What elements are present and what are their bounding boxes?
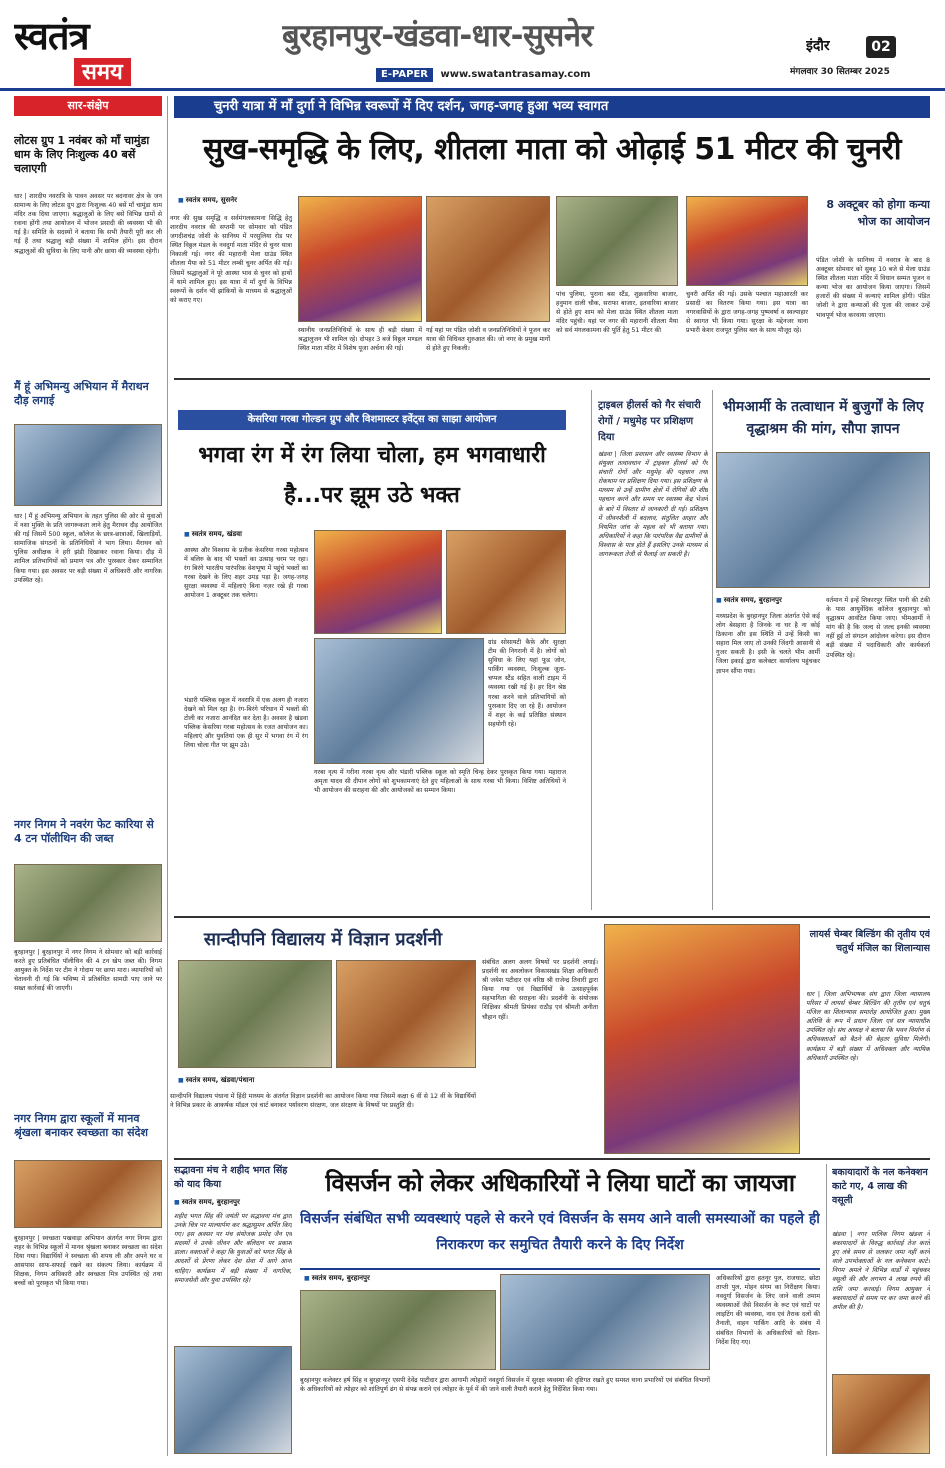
garba-headline: भगवा रंग में रंग लिया चोला, हम भगवाधारी है...पर झूम उठे भक्त [198, 443, 546, 508]
section-divider-3 [174, 1158, 930, 1160]
garba-body-1: आस्था और विश्वास के प्रतीक केसरिया गरबा महोत्सव में बलिरु के बाद भी भक्तों का उत्साह चरम पर रहा। रंग बिरंगे भारतीय पारंपरिक वेशभूषा में पहुंचे भक्तों का गरबा देखने के लिए शहर उमड़ पड़ा है। जगह-जगह सुरक्षा व्यवस्था में महिलाएं बिना नज़र रखे ही गरबा आयोजन 1 अक्टूबर तक चलेगा। [184, 547, 308, 600]
city-name: इंदौर [806, 38, 830, 54]
top-story-body-col5: चुनरी अर्पित की गई। उसके पश्चात महाआरती कर प्रसादी का वितरण किया गया। इस यात्रा का नगरवासियों के द्वारा जगह-जगह पुष्पवर्षा व स्वल्पाहार से स्वागत भी किया गया। सुरक्षा के मद्देनजर थाना प्रभारी केशर राजपूत पुलिस बल के साथ मौजूद रहे। [686, 291, 808, 335]
bhagat-singh-headline: सद्भावना मंच ने शहीद भगत सिंह को याद किया [174, 1165, 288, 1190]
lawyers-chamber-headline: लायर्स चेम्बर बिल्डिंग की तृतीय एवं चतुर्थ मंजिल का शिलान्यास [809, 929, 930, 954]
top-story-headline: सुख-समृद्धि के लिए, शीतला माता को ओढ़ाई 51 मीटर की चुनरी [202, 132, 902, 167]
garba-body-3: गरबा नृत्य में गरीना गरबा नृत्य और भंडारी पब्लिक स्कूल को स्मृति चिन्ह देकर पुरस्कृत किया गया। महाराज अमृता यादव सी दीपान लोगों को शुभकामनाएं देते हुए महिलाओं के साथ गरबा भी किया। विशिष्ट अतिथियों ने भी आयोजन की सराहना की और आयोजकों का सम्मान किया। [314, 769, 566, 795]
garba-band: केसरिया गरबा गोल्डन ग्रुप और विशमास्टर इवेंट्स का साझा आयोजन [178, 410, 566, 430]
polythene-photo [14, 864, 162, 942]
sidebar-story2-headline: मैं हूं अभिमन्यु अभियान में मैराथन दौड़ लगाई [14, 380, 149, 407]
visarjan-rule [300, 1268, 820, 1270]
section-label: सार-संक्षेप [14, 96, 162, 116]
sidebar-story4-headline: नगर निगम द्वारा स्कूलों में मानव श्रृंखला बनाकर स्वच्छता का संदेश [14, 1112, 148, 1139]
column-divider-3 [712, 390, 713, 910]
top-story-body-col4: पांच पुलिया, पुराना बस स्टैंड, शुक्रवारिया बाजार, हनुमान दाली चौक, सराफा बाजार, इतवारिया बाजार से होते हुए शाम को मेला ग्राउंड स्थित शीतला माता मंदिर पहुंची। यहां पर नगर की महारानी शीतला मैया को सर्व मंगलकामना की पूर्ति हेतु 51 मीटर की [556, 291, 678, 335]
bhagat-singh-byline: ■ स्वतंत्र समय, बुरहानपुर [174, 1198, 292, 1210]
kanya-bhoj-headline: 8 अक्टूबर को होगा कन्या भोज का आयोजन [826, 198, 930, 228]
science-fair-photo-2 [336, 960, 476, 1068]
top-story-byline: ■ स्वतंत्र समय, सुसनेर [178, 196, 338, 208]
garba-body-4: ग्रांड सोसायटी कैफ़े और सुरक्षा टीम की निगरानी में है। लोगों को सुविधा के लिए यहां फूड जोन, पार्किंग व्यवस्था, निःशुल्क जूता-चप्पल स्टैंड सहित वाली टाइम में व्यवस्था रखी गई है। हर दिन श्रेष्ठ गरबा करने वाले प्रतिभागियों को पुरस्कार दिए जा रहे हैं। आयोजन में शहर के कई प्रतिष्ठित संस्थान सहयोगी रहे। [488, 639, 566, 728]
tribal-healers-body: खंडवा | जिला प्रशासन और स्वास्थ्य विभाग के संयुक्त तत्वावधान में ट्राइबल हीलर्स को गैर संचारी रोगों और मधुमेह की पहचान तथा रोकथाम पर प्रशिक्षण दिया गया। इस प्रशिक्षण के माध्यम से उन्हें ग्रामीण क्षेत्रों में रोगियों की शीघ्र पहचान करने और समय पर स्वास्थ्य केंद्र भेजने के बारे में विस्तार से जानकारी दी गई। प्रशिक्षण में जीवनशैली में बदलाव, संतुलित आहार और नियमित जांच के महत्व को भी बताया गया। अधिकारियों ने कहा कि पारंपरिक वैद्य ग्रामीणों के विश्वास के पात्र होते हैं इसलिए उनके माध्यम से जागरूकता तेजी से फैलाई जा सकती है। [598, 451, 708, 559]
lawyers-chamber-body: धार | जिला अभिभाषक संघ द्वारा जिला न्यायालय परिसर में लायर्स चेम्बर बिल्डिंग की तृतीय एवं चतुर्थ मंजिल का शिलान्यास समारोह आयोजित हुआ। मुख्य अतिथि के रूप में प्रधान जिला एवं सत्र न्यायाधीश उपस्थित रहे। संघ अध्यक्ष ने बताया कि भवन निर्माण से अधिवक्ताओं को बैठने की बेहतर सुविधा मिलेगी। कार्यक्रम में बड़ी संख्या में अधिवक्ता और न्यायिक अधिकारी उपस्थित रहे। [806, 991, 930, 1062]
masthead-divider [0, 88, 945, 91]
water-connection-photo [832, 1374, 930, 1454]
bhim-army-headline: भीमआर्मी के तत्वाधान में बुजुर्गों के लिए वृद्धाश्रम की मांग, सौपा ज्ञापन [722, 399, 924, 437]
bhim-army-body-1: मध्यप्रदेश के बुरहानपुर जिला अंतर्गत ऐसे कई लोग बेसहारा है जिनके ना घर है ना कोई ठिकाना और इस स्थिति में उन्हें किसी का सहारा मिल जाए तो उनकी जिंदगी आसानी से गुजर सकती है। इसी के चलते भीम आर्मी जिला इकाई द्वारा कलेक्टर कार्यालय पहुंचकर ज्ञापन सौंपा गया। [716, 613, 820, 675]
bhagat-singh-photo [174, 1346, 292, 1454]
section-divider-2 [174, 916, 930, 918]
lawyers-chamber-photo [604, 924, 800, 1154]
sidebar-story4-body: बुरहानपुर | स्वच्छता पखवाड़ा अभियान अंतर्गत नगर निगम द्वारा शहर के विभिन्न स्कूलों में मानव श्रृंखला बनाकर स्वच्छता का संदेश दिया गया। विद्यार्थियों ने स्वच्छता की शपथ ली और अपने घर व आसपास साफ-सफाई रखने का संकल्प लिया। कार्यक्रम में शिक्षक, निगम अधिकारी और स्वच्छता मित्र उपस्थित रहे तथा बच्चों को पुरस्कृत भी किया गया। [14, 1235, 162, 1288]
top-story-band: चुनरी यात्रा में माँ दुर्गा ने विभिन्न स्वरूपों में दिए दर्शन, जगह-जगह हुआ भव्य स्वागत [174, 96, 930, 118]
section-divider [174, 378, 930, 380]
bhim-army-byline: ■ स्वतंत्र समय, बुरहानपुर [716, 596, 836, 608]
top-story-body-col2: स्थानीय जनप्रतिनिधियों के साथ ही बड़ी संख्या में श्रद्धालुजन भी शामिल रहे। दोपहर 3 बजे विठ्ठल मण्डल स्थित माता मंदिर में विशेष पूजा अर्चना की गई। [298, 327, 422, 353]
top-story-body-col1: नगर की सुख समृद्धि व सर्वमंगलकामना सिद्धि हेतु शारदीय नवरात्र की सप्तमी पर सोमवार को पंडित जगदीशचंद्र जोशी के सानिध्य में परसुलिया रोड पर स्थित विठ्ठल मंडल के नवदुर्गा माता मंदिर से चुनर यात्रा निकाली गई। नगर की महारानी मेला ग्राउंड स्थित शीतला मैया को 51 मीटर लम्बी चुनर अर्पित की गई। जिसमें श्रद्धालुओं ने पूरे आस्था भाव से चुनर को हाथों में थामे शामिल हुए। इस यात्रा में माँ दुर्गा के विभिन्न स्वरूपों के दर्शन भी झांकियों के माध्यम से श्रद्धालुओं को कराए गए। [170, 215, 292, 304]
sidebar-story1-body: धार | शारदीय नवरात्रि के पावन अवसर पर बदनावर क्षेत्र के जन सामान्य के लिए लोटस ग्रुप द्वारा निःशुल्क 40 बसें माँ चामुंडा धाम मंदिर तक दिया जाएगा। श्रद्धालुओं के लिए बसें विभिन्न ग्रामों से रवाना होंगी तथा आयोजन में भोजन प्रसादी की व्यवस्था भी की गई है। समिति के सदस्यों ने बताया कि सभी तैयारी पूरी कर ली गई हैं तथा श्रद्धालु बड़ी संख्या में शामिल होंगे। इस दौरान श्रद्धालुओं की सुविधा के लिए पानी और छाया की व्यवस्था रहेगी। [14, 193, 162, 255]
sidebar-story3-headline: नगर निगम ने नवरंग फेट कारिया से 4 टन पॉलीथिन की जब्त [14, 818, 154, 845]
garba-photo-3 [314, 638, 484, 764]
visarjan-body-1: बुरहानपुर कलेक्टर हर्ष सिंह व बुरहानपुर एसपी देवेंद्र पाटीदार द्वारा आगामी त्योहारों नवदुर्गा विसर्जन में सुरक्षा व्यवस्था की दृष्टिगत रखते हुए समस्त थाना प्रभारियों एवं संबंधित विभागों के अधिकारियों को त्योहार को शांतिपूर्ण ढंग से संपन्न कराने एवं त्योहार के पूर्व में की जाने वाली तैयारी कराने हेतु निर्देशित किया गया। [300, 1377, 710, 1394]
garba-photo-2 [446, 530, 566, 634]
logo-text-bottom: समय [74, 58, 131, 86]
science-fair-body-1: सान्दीपनि विद्यालय पंधाना में हिंदी माध्यम के अंतर्गत विज्ञान प्रदर्शनी का आयोजन किया गया जिसमें कक्षा 6 वीं से 12 वीं के विद्यार्थियों ने विभिन्न प्रकार के आकर्षक मॉडल एवं चार्ट बनाकर पर्यावरण संरक्षण, जल संरक्षण के विषयों पर प्रस्तुति दी। [170, 1093, 476, 1110]
issue-date: मंगलवार 30 सितम्बर 2025 [790, 67, 890, 77]
swachhta-photo [14, 1160, 162, 1228]
sidebar-story3-body: बुरहानपुर | बुरहानपुर में नगर निगम ने सोमवार को बड़ी कार्रवाई करते हुए प्रतिबंधित पॉलीथिन की 4 टन खेप जब्त की। निगम आयुक्त के निर्देश पर टीम ने गोदाम पर छापा मारा। व्यापारियों को चेतावनी दी गई कि भविष्य में प्रतिबंधित सामग्री पाए जाने पर सख्त कार्रवाई की जाएगी। [14, 949, 162, 993]
column-divider [167, 96, 168, 1456]
tribal-healers-headline: ट्राइबल हीलर्स को गैर संचारी रोगों / मधुमेह पर प्रशिक्षण दिया [598, 400, 701, 443]
bhagat-singh-body: शहीद भगत सिंह की जयंती पर सद्भावना मंच द्वारा उनके चित्र पर माल्यार्पण कर श्रद्धासुमन अर्पित किए गए। इस अवसर पर मंच संयोजक प्रमोद जैन एवं सदस्यों ने उनके जीवन और बलिदान पर प्रकाश डाला। वक्ताओं ने कहा कि युवाओं को भगत सिंह के आदर्शों से प्रेरणा लेकर देश सेवा में आगे आना चाहिए। कार्यक्रम में बड़ी संख्या में नागरिक, समाजसेवी और युवा उपस्थित रहे। [174, 1213, 292, 1284]
bhim-army-photo [716, 452, 930, 588]
chunri-photo-4 [686, 196, 808, 286]
science-fair-headline: सान्दीपनि विद्यालय में विज्ञान प्रदर्शनी [203, 929, 443, 950]
visarjan-headline: विसर्जन को लेकर अधिकारियों ने लिया घाटों का जायजा [325, 1169, 795, 1197]
garba-photo-1 [314, 530, 442, 634]
visarjan-subhead: विसर्जन संबंधित सभी व्यवस्थाएं पहले से करने एवं विसर्जन के समय आने वाली समस्याओं का पहले ही निराकरण कर समुचित तैयारी करने के दिए निर्देश [300, 1211, 820, 1253]
website-link[interactable]: www.swatantrasamay.com [440, 69, 591, 80]
logo-text-top: स्वतंत्र [14, 14, 89, 58]
epaper-bar [376, 68, 676, 82]
garba-byline: ■ स्वतंत्र समय, खंडवा [184, 530, 344, 542]
marathon-photo [14, 424, 162, 506]
water-connection-headline: बकायादारों के नल कनेक्शन काटे गए, 4 लाख की वसूली [832, 1167, 928, 1206]
column-divider-2 [591, 390, 592, 910]
science-fair-byline: ■ स्वतंत्र समय, खंडवा/पंधाना [178, 1076, 358, 1088]
chunri-photo-3 [556, 196, 678, 286]
visarjan-photo-2 [500, 1274, 710, 1370]
visarjan-byline: ■ स्वतंत्र समय, बुरहानपुर [304, 1274, 484, 1286]
edition-title: बुरहानपुर-खंडवा-धार-सुसनेर [282, 18, 593, 54]
page-number: 02 [866, 36, 896, 58]
epaper-label: E-PAPER [376, 68, 433, 82]
kanya-bhoj-body: पंडित जोशी के सानिध्य में नवरात्र के बाद 8 अक्टूबर सोमवार को सुबह 10 बजे से मेला ग्राउंड स्थित शीतला माता मंदिर में विधान सम्मत पूजन व कन्या भोज का आयोजन किया जाएगा। जिसमें हजारों की संख्या में कन्याएं शामिल होंगी। पंडित जोशी ने द्वारा कन्याओं की पूजा की जाकर उन्हें भावपूर्ण भोज करवाया जाएगा। [816, 257, 930, 319]
sidebar-story1-headline: लोटस ग्रुप 1 नवंबर को माँ चामुंडा धाम के लिए निःशुल्क 40 बसें चलाएगी [14, 134, 150, 175]
science-fair-body-2: संबंधित अलग अलग विषयों पर प्रदर्शनी लगाई। प्रदर्शनी का अवलोकन विकासखंड शिक्षा अधिकारी श्री जयेश पटीदार एवं वरिष्ठ श्री राजेन्द्र तिवारी द्वारा किया गया एवं विद्यार्थियों के उत्साहपूर्वक सहभागिता की सराहना की। प्रदर्शनी के संयोजक शिक्षिका श्रीमती प्रियंका राठौड़ एवं श्रीमती अनीता चौहान रहीं। [482, 959, 598, 1021]
top-story-body-col3: गई यहां पर पंडित जोशी व जनप्रतिनिधियों ने पूजन कर यात्रा की विधिवत शुरुआत की। जो नगर के प्रमुख मार्गों से होते हुए निकली। [426, 327, 550, 353]
column-divider-4 [826, 1164, 827, 1456]
visarjan-body-2: अधिकारियों द्वारा हतनूर पुल, राजघाट, छोटा ताप्ती पुल, मोहन संगम का निरीक्षण किया। नवदुर्गा विसर्जन के लिए जाने वाली तमाम व्यवस्थाओं जैसे विसर्जन के रूट एवं घाटों पर लाइटिंग की व्यवस्था, नाव एवं तैराक दलों की तैनाती, वाहन पार्किंग आदि के संबंध में संबंधित विभागों के अधिकारियों को दिशा-निर्देश दिए गए। [716, 1275, 820, 1346]
masthead-logo [14, 14, 142, 92]
sidebar-story2-body: धार | मैं हूं अभिमन्यु अभियान के तहत पुलिस की ओर से युवाओं में नशा मुक्ति के प्रति जागरूकता लाने हेतु मैराथन दौड़ आयोजित की गई जिसमें 500 स्कूल, कॉलेज के छात्र-छात्राओं, खिलाड़ियों, सामाजिक संगठनों के प्रतिनिधियों ने भाग लिया। मैराथन को पुलिस अधीक्षक ने हरी झंडी दिखाकर रवाना किया। दौड़ में शामिल प्रतिभागियों को प्रमाण पत्र और पुरस्कार देकर सम्मानित किया गया। इस अवसर पर बड़ी संख्या में अधिकारी और नागरिक उपस्थित रहे। [14, 513, 162, 584]
chunri-photo-2 [426, 196, 550, 322]
water-connection-body: खंडवा | नगर पालिक निगम खंडवा ने बकायादारों के विरुद्ध कार्रवाई तेज करते हुए लंबे समय से जलकर जमा नहीं करने वाले उपभोक्ताओं के नल कनेक्शन काटे। निगम अमले ने विभिन्न वार्डों में पहुंचकर वसूली की और लगभग 4 लाख रुपये की राशि जमा करवाई। निगम आयुक्त ने बकायादारों से समय पर कर जमा करने की अपील की है। [832, 1231, 930, 1311]
science-fair-photo-1 [178, 960, 332, 1068]
chunri-photo-1 [298, 196, 422, 322]
visarjan-photo-1 [300, 1290, 496, 1370]
bhim-army-body-2: वर्तमान में इन्हें शिकारपुर स्थित पानी की टंकी के पास आयुर्वेदिक कॉलेज बुरहानपुर को वृद्धाश्रम आवंटित किया जाए। भीमआर्मी ने मांग की है कि जल्द से जल्द इनकी व्यवस्था नहीं हुई तो संगठन आंदोलन करेगा। इस दौरान बड़ी संख्या में पदाधिकारी और कार्यकर्ता उपस्थित रहे। [826, 597, 930, 659]
garba-body-2: भंडारी पब्लिक स्कूल में नवरात्रि में एक अलग ही नजारा देखने को मिल रहा है। रंग-बिरंगे परिधान में भक्तों की टोली का नजारा आनंदित कर देता है। अवसर है खंडवा पब्लिक केसरिया गरबा महोत्सव के रजत आयोजन का। महिलाएं और युवतियां एक ही सुर में भगवा रंग में रंग लिया चोला गीत पर झूम उठे। [184, 697, 308, 750]
